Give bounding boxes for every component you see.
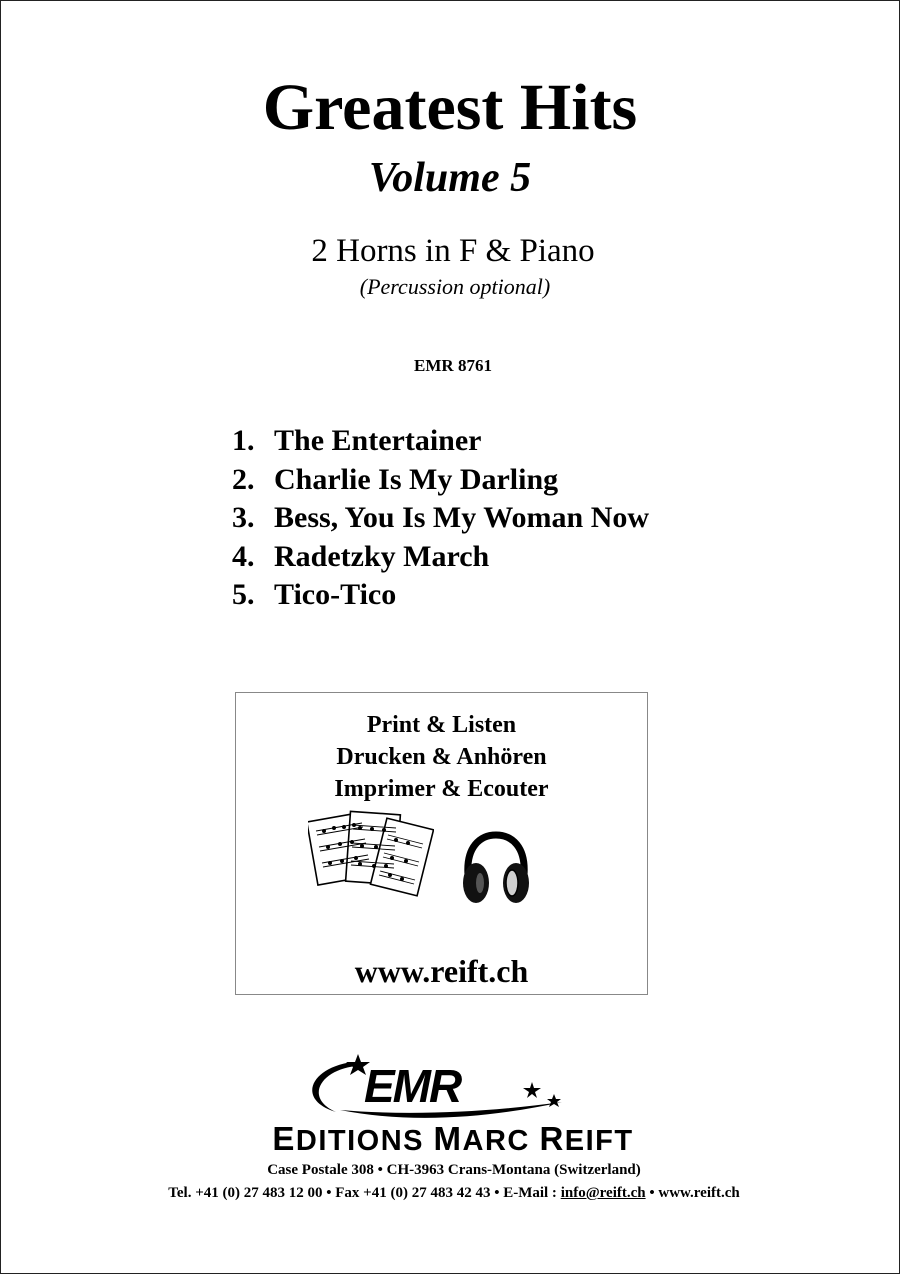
track-item (232, 461, 792, 500)
publisher-contact (0, 1183, 900, 1203)
percussion-note: (Percussion optional) (359, 274, 551, 299)
track-item (232, 499, 792, 538)
catalog-number: EMR 8761 (414, 356, 492, 375)
instrumentation: 2 Horns in F & Piano (311, 233, 595, 269)
emr-logo (300, 1052, 570, 1124)
publisher-name-part: M (433, 1120, 463, 1157)
promo-line-fr: Imprimer & Ecouter (334, 776, 549, 802)
track-item (232, 576, 792, 615)
promo-line-de: Drucken & Anhören (336, 744, 547, 770)
track-list (232, 422, 792, 615)
contact-website: • www.reift.ch (645, 1185, 740, 1201)
track-title: The Entertainer (274, 424, 482, 457)
track-number: 2. (232, 462, 255, 496)
track-number: 1. (232, 424, 255, 457)
track-title: Charlie Is My Darling (274, 462, 559, 496)
sheet-music-icon (308, 809, 434, 901)
track-title: Tico-Tico (274, 578, 397, 611)
publisher-address: Case Postale 308 • CH-3963 Crans-Montana (Switzerland) (267, 1162, 641, 1178)
publisher-name (0, 1122, 900, 1158)
email-link[interactable]: info@reift.ch (560, 1185, 646, 1201)
publisher-name-part: E (272, 1120, 296, 1157)
cover-title: Greatest Hits (262, 71, 638, 144)
cover-subtitle: Volume 5 (368, 155, 532, 201)
publisher-name-part: ARC (462, 1125, 540, 1157)
track-title: Bess, You Is My Woman Now (274, 501, 650, 534)
track-number: 5. (232, 578, 255, 611)
track-number: 3. (232, 501, 255, 534)
track-number: 4. (232, 539, 255, 573)
logo-text: EMR (364, 1060, 461, 1112)
track-item (232, 538, 792, 577)
track-title: Radetzky March (274, 539, 490, 573)
track-item (232, 422, 792, 461)
promo-line-en: Print & Listen (366, 712, 517, 738)
headphones-icon (460, 829, 532, 909)
print-listen-box (235, 692, 648, 995)
contact-phone-fax: Tel. +41 (0) 27 483 12 00 • Fax +41 (0) 27 483 42 43 • E-Mail : (168, 1185, 561, 1201)
publisher-name-part: R (539, 1120, 565, 1157)
publisher-name-part: DITIONS (295, 1125, 434, 1157)
website-url[interactable]: www.reift.ch (354, 953, 529, 989)
publisher-name-part: EIFT (564, 1125, 634, 1157)
